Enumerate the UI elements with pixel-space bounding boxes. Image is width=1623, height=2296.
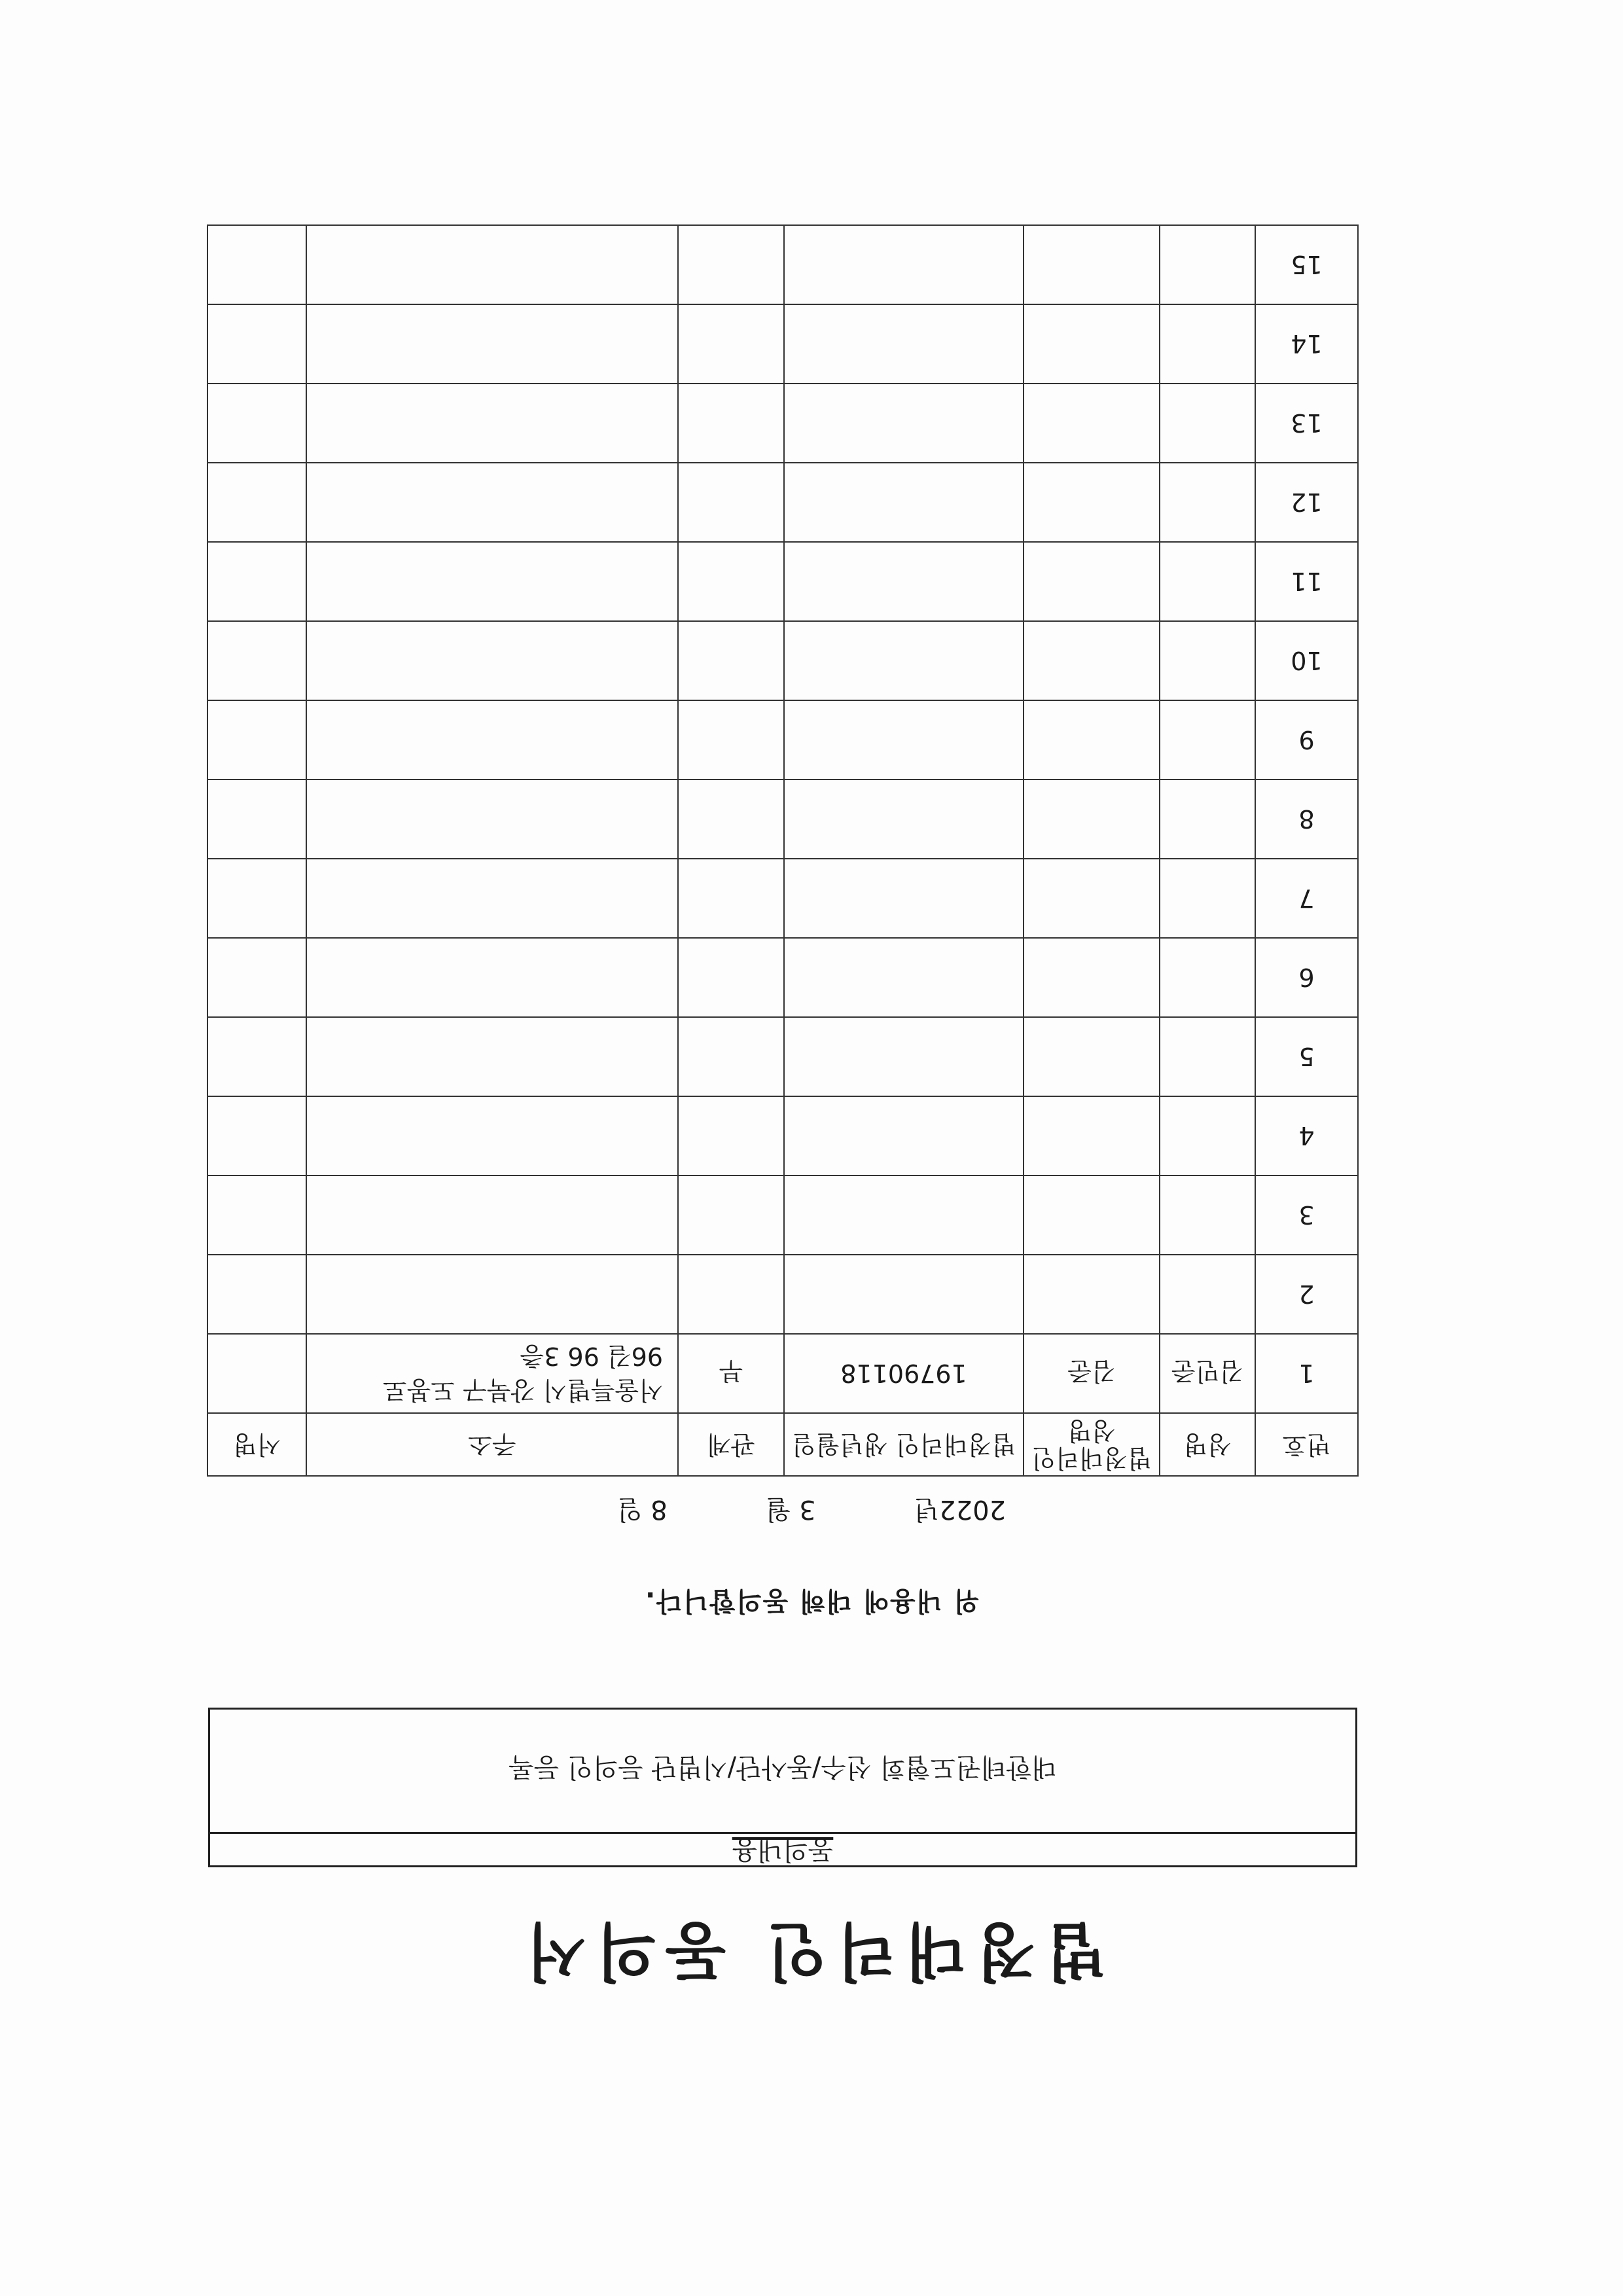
row-guardian-name [1024, 225, 1160, 304]
table-row [207, 780, 1358, 859]
row-address [306, 859, 678, 938]
row-number: 2 [1255, 1255, 1358, 1334]
row-address [306, 1175, 678, 1255]
row-relation [678, 384, 784, 463]
row-name [1160, 384, 1255, 463]
row-number: 7 [1255, 859, 1358, 938]
row-name [1160, 938, 1255, 1017]
row-signature [207, 859, 306, 938]
row-name [1160, 1017, 1255, 1096]
row-relation [678, 621, 784, 700]
row-relation [678, 1175, 784, 1255]
row-address [306, 780, 678, 859]
row-number: 3 [1255, 1175, 1358, 1255]
row-address [306, 304, 678, 384]
row-relation: 부 [678, 1334, 784, 1413]
row-relation [678, 225, 784, 304]
row-signature [207, 542, 306, 621]
row-guardian-name [1024, 384, 1160, 463]
row-number: 14 [1255, 304, 1358, 384]
row-guardian-birth [784, 780, 1024, 859]
row-guardian-name [1024, 1175, 1160, 1255]
table-row [207, 621, 1358, 700]
table-row [207, 304, 1358, 384]
row-address [306, 1017, 678, 1096]
row-address [306, 463, 678, 542]
row-relation [678, 1096, 784, 1175]
row-guardian-birth: 19790118 [784, 1334, 1024, 1413]
row-relation [678, 542, 784, 621]
row-signature [207, 1017, 306, 1096]
row-guardian-birth [784, 1017, 1024, 1096]
row-signature [207, 384, 306, 463]
row-guardian-name [1024, 304, 1160, 384]
row-signature [207, 225, 306, 304]
row-name [1160, 225, 1255, 304]
row-signature [207, 1255, 306, 1334]
row-number: 12 [1255, 463, 1358, 542]
row-relation [678, 463, 784, 542]
row-guardian-name [1024, 1255, 1160, 1334]
row-guardian-name [1024, 1096, 1160, 1175]
row-address [306, 384, 678, 463]
header-guardian-name: 법정대리인 성명 [1024, 1413, 1160, 1476]
table-row [207, 542, 1358, 621]
row-number: 15 [1255, 225, 1358, 304]
row-signature [207, 700, 306, 780]
signing-date [0, 1493, 1623, 1530]
row-name [1160, 859, 1255, 938]
table-header-row [207, 1413, 1358, 1476]
table-row [207, 700, 1358, 780]
row-address [306, 1255, 678, 1334]
row-name [1160, 1096, 1255, 1175]
row-name [1160, 621, 1255, 700]
row-guardian-name [1024, 780, 1160, 859]
row-guardian-name [1024, 621, 1160, 700]
header-number: 번호 [1255, 1413, 1358, 1476]
header-name: 성명 [1160, 1413, 1255, 1476]
row-guardian-name [1024, 938, 1160, 1017]
row-address [306, 542, 678, 621]
date-year: 2022년 [914, 1494, 1007, 1524]
row-address [306, 1096, 678, 1175]
row-guardian-birth [784, 700, 1024, 780]
row-address [306, 938, 678, 1017]
row-signature [207, 621, 306, 700]
row-guardian-name [1024, 700, 1160, 780]
row-name [1160, 542, 1255, 621]
row-guardian-name [1024, 463, 1160, 542]
row-number: 9 [1255, 700, 1358, 780]
row-number: 4 [1255, 1096, 1358, 1175]
consent-box [208, 1708, 1357, 1867]
row-signature [207, 1334, 306, 1413]
document-title: 법정대리인 동의서 [516, 1914, 1107, 1988]
row-guardian-birth [784, 304, 1024, 384]
row-guardian-birth [784, 1255, 1024, 1334]
row-name [1160, 700, 1255, 780]
row-number: 6 [1255, 938, 1358, 1017]
table-row [207, 1175, 1358, 1255]
row-signature [207, 780, 306, 859]
row-name [1160, 1255, 1255, 1334]
row-address [306, 1334, 678, 1413]
row-signature [207, 1096, 306, 1175]
header-relation: 관계 [678, 1413, 784, 1476]
row-address [306, 700, 678, 780]
table-row [207, 384, 1358, 463]
row-number: 11 [1255, 542, 1358, 621]
row-number: 13 [1255, 384, 1358, 463]
table-row [207, 859, 1358, 938]
row-number: 1 [1255, 1334, 1358, 1413]
table-row [207, 1255, 1358, 1334]
row-name [1160, 304, 1255, 384]
row-address [306, 621, 678, 700]
row-guardian-birth [784, 1096, 1024, 1175]
header-signature: 서명 [207, 1413, 306, 1476]
row-relation [678, 700, 784, 780]
row-relation [678, 859, 784, 938]
row-name [1160, 463, 1255, 542]
row-signature [207, 304, 306, 384]
row-guardian-birth [784, 225, 1024, 304]
row-guardian-birth [784, 1175, 1024, 1255]
row-name [1160, 780, 1255, 859]
table-row [207, 938, 1358, 1017]
row-relation [678, 780, 784, 859]
consent-text: 대한테권도협회 선수/동사단/시범단 등의인 등록 [508, 1752, 1057, 1783]
row-guardian-birth [784, 859, 1024, 938]
row-address-line1: 서울특별시 강북구 도봉로 [383, 1376, 663, 1405]
header-guardian-birth: 법정대리인 생년월일 [784, 1413, 1024, 1476]
row-guardian-birth [784, 463, 1024, 542]
row-guardian-birth [784, 938, 1024, 1017]
table-row [207, 225, 1358, 304]
table-row [207, 1334, 1358, 1413]
row-name: 김민준 [1160, 1334, 1255, 1413]
row-signature [207, 1175, 306, 1255]
header-address: 주소 [306, 1413, 678, 1476]
row-relation [678, 938, 784, 1017]
row-number: 5 [1255, 1017, 1358, 1096]
table-row [207, 1017, 1358, 1096]
row-number: 8 [1255, 780, 1358, 859]
row-signature [207, 463, 306, 542]
row-guardian-birth [784, 542, 1024, 621]
date-month: 3 월 [765, 1494, 816, 1524]
row-guardian-name [1024, 542, 1160, 621]
row-number: 10 [1255, 621, 1358, 700]
row-signature [207, 938, 306, 1017]
row-name [1160, 1175, 1255, 1255]
row-relation [678, 304, 784, 384]
row-guardian-name: 김준 [1024, 1334, 1160, 1413]
guardian-table [207, 224, 1359, 1477]
row-address-line2: 96길 96 3층 [520, 1342, 663, 1371]
row-address [306, 225, 678, 304]
row-guardian-name [1024, 1017, 1160, 1096]
table-row [207, 463, 1358, 542]
row-guardian-birth [784, 384, 1024, 463]
table-row [207, 1096, 1358, 1175]
agree-statement: 위 내용에 대해 동의합니다. [644, 1586, 980, 1616]
row-guardian-name [1024, 859, 1160, 938]
row-relation [678, 1255, 784, 1334]
row-relation [678, 1017, 784, 1096]
row-guardian-birth [784, 621, 1024, 700]
consent-heading: 동의내용 [210, 1832, 1355, 1865]
date-day: 8 일 [616, 1494, 668, 1524]
